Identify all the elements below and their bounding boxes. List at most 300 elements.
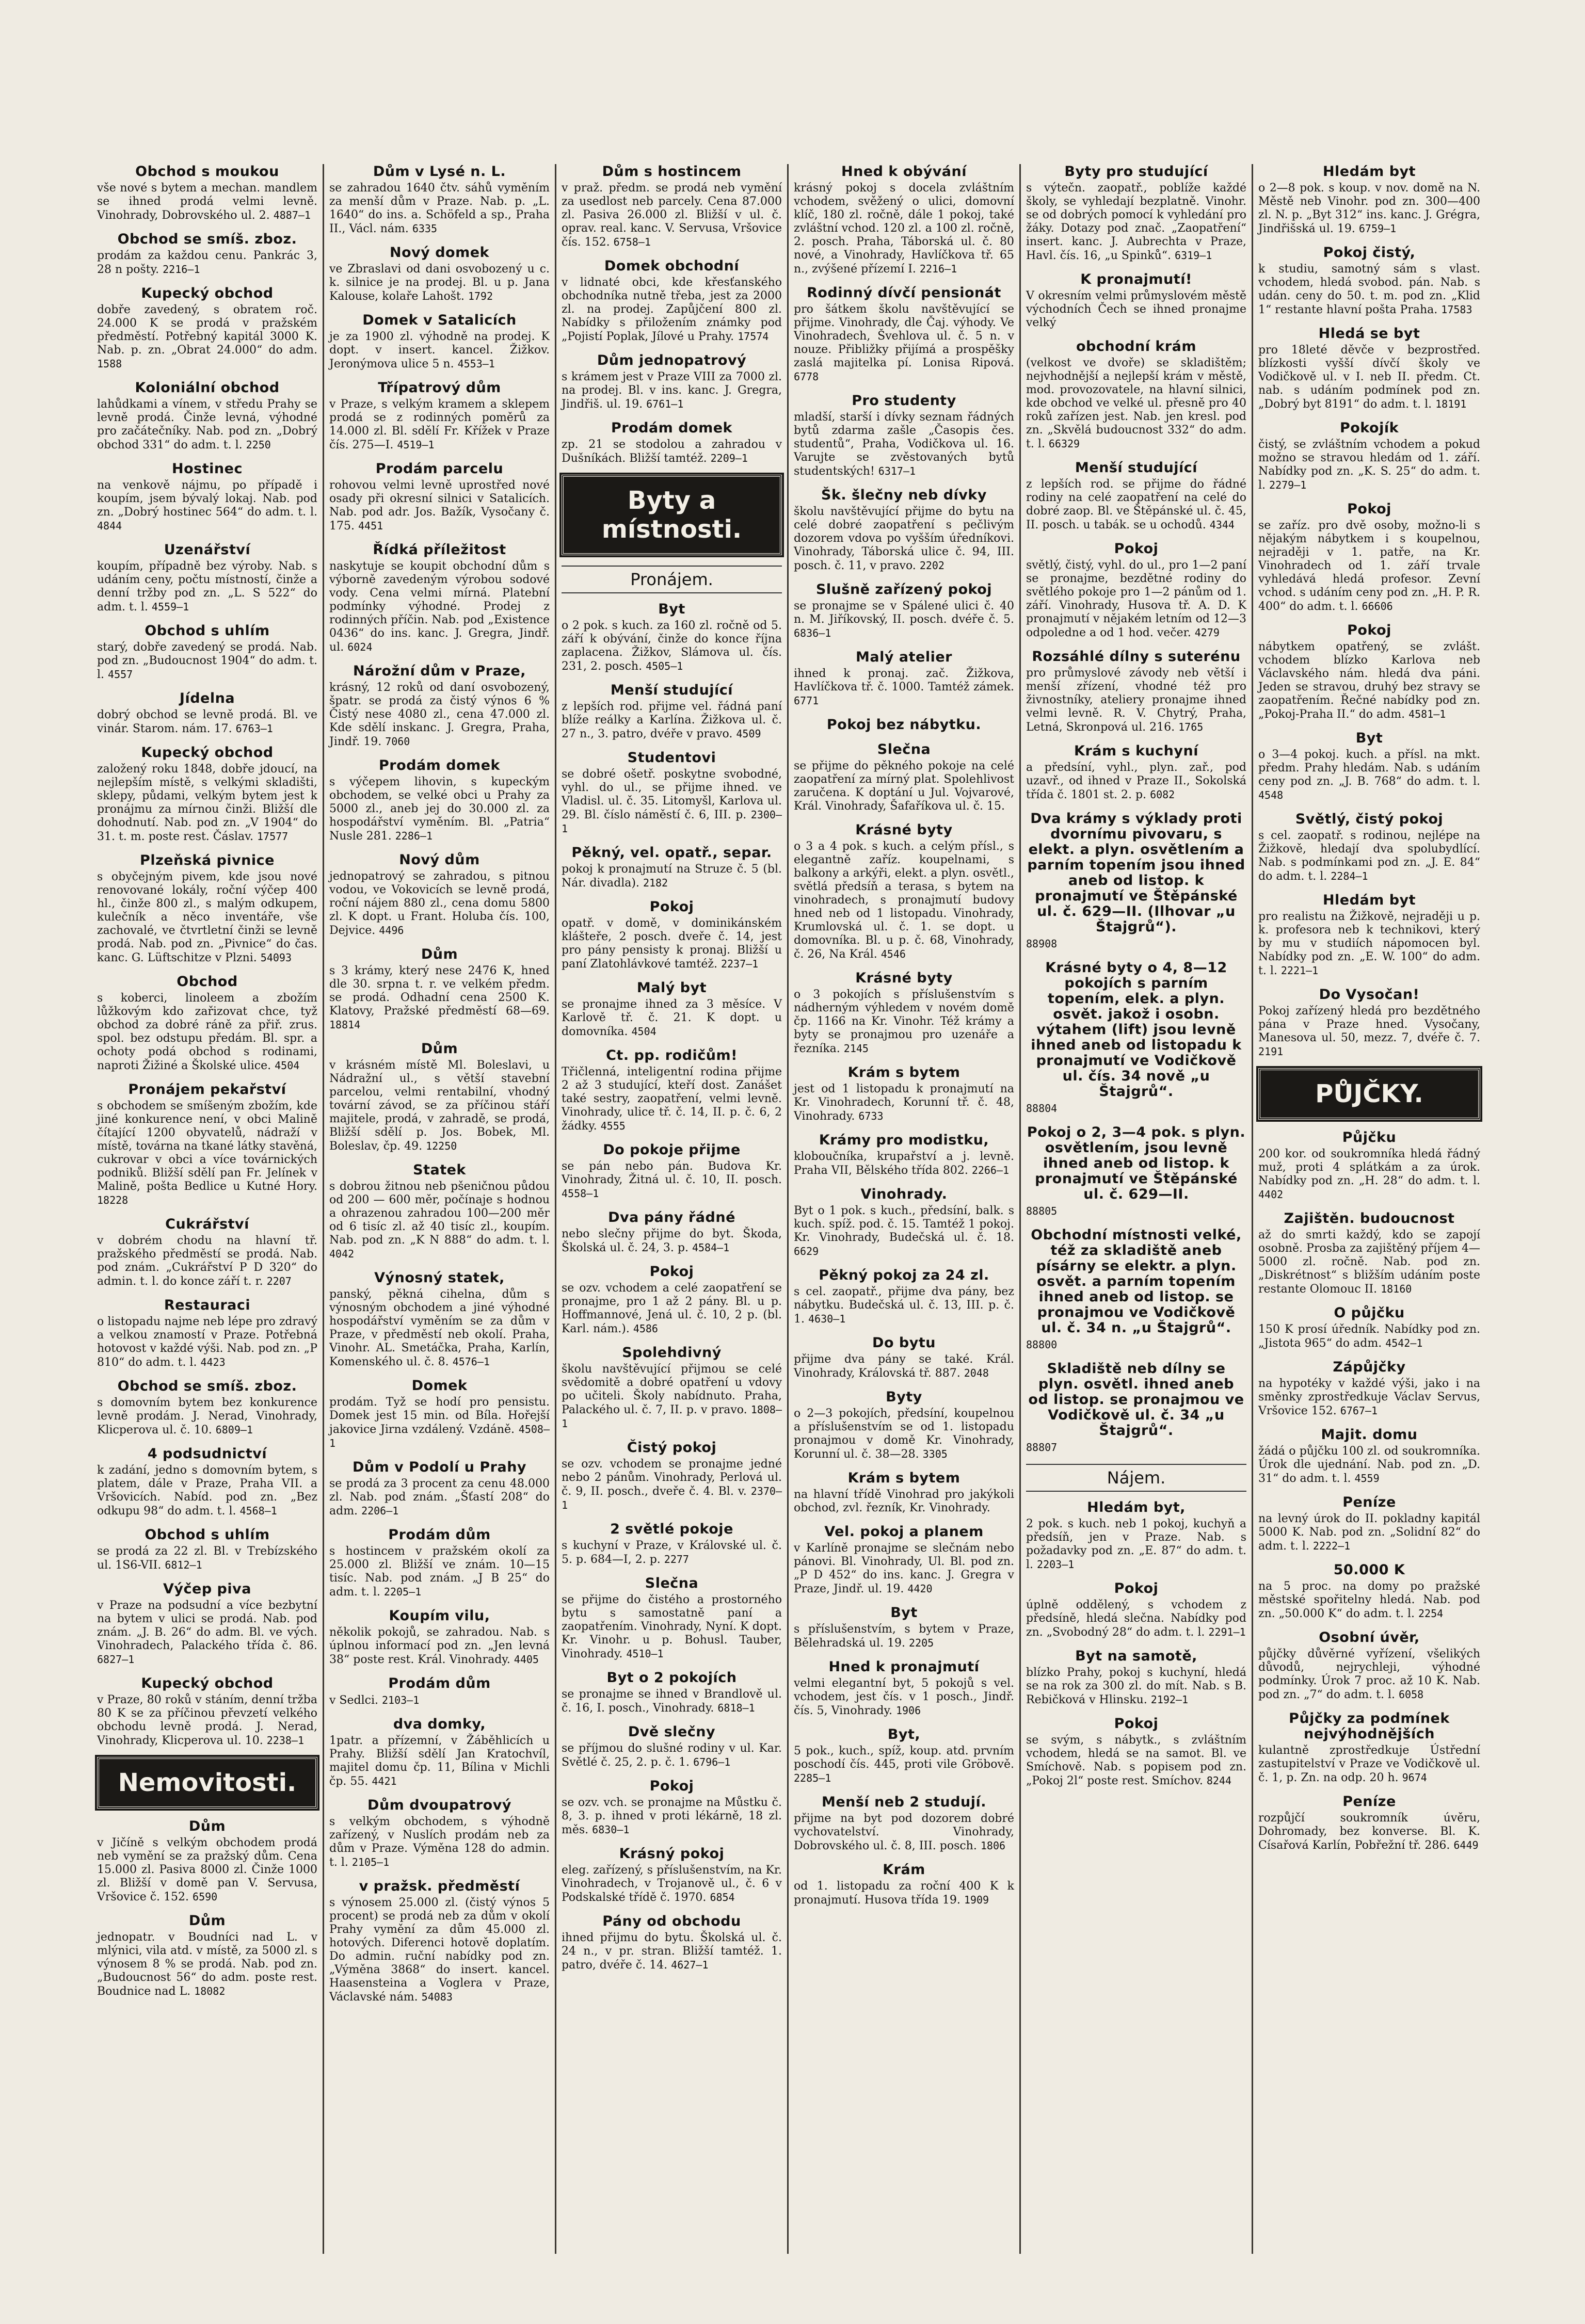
- ad-title: K pronajmutí!: [1080, 271, 1192, 287]
- classified-ad: [794, 1471, 1014, 1515]
- ad-code: 2238—1: [266, 1734, 304, 1747]
- ad-body: [97, 870, 317, 965]
- classified-ad: [562, 1846, 782, 1905]
- ad-code: 2300—1: [562, 809, 782, 835]
- ad-title: Dům: [421, 946, 458, 962]
- ad-code: 1806: [980, 1839, 1006, 1852]
- ad-text: (velkost ve dvoře) se skladištěm; nejvhodnější a nejlepší krám v městě, mod. provozovatele, na hlavní silnici, kde obchod ve velké ul. přesně pro 40 roků zařízen jest. Nab. jen kresl. pod zn. „Skvělá budoucnost 332“ do adm. t. l.: [1026, 357, 1246, 450]
- ad-code: 18082: [194, 1985, 226, 1997]
- ad-body: [1258, 263, 1480, 317]
- ad-title: Pěkný pokoj za 24 zl.: [819, 1267, 989, 1283]
- ad-body: [329, 1477, 550, 1518]
- classified-ad: [1026, 1500, 1246, 1572]
- ad-code: 6590: [193, 1891, 218, 1903]
- classified-ad: [1026, 164, 1246, 263]
- ad-title: Pokoj: [649, 899, 694, 915]
- ad-title: Slušně zařízený pokoj: [815, 582, 992, 598]
- ad-code: 66329: [1048, 438, 1080, 450]
- ad-title: Kupecký obchod: [141, 1675, 274, 1691]
- classified-ad: [562, 1779, 782, 1837]
- ad-code: 1906: [895, 1704, 921, 1717]
- ad-text: na hlavní třídě Vinohrad pro jakýkoli obchod, zvl. řezník, Kr. Vinohrady.: [794, 1488, 1014, 1514]
- column-3: [556, 164, 789, 2254]
- classified-ad: [1026, 1581, 1246, 1639]
- ad-text: Třičlenná, inteligentní rodina přijme 2 až 3 studující, kteří dost. Zanášet také sestry, zaopatření, velmi levně. Vinohrady, ulice tř. č. 14, II. p. č. 6, 2 žádky.: [562, 1066, 782, 1133]
- ad-text: ve Zbraslavi od dani osvobozený u c. k. silnice je na prodej. Bl. u p. Jana Kalouse, kolaře Lahošt.: [329, 263, 550, 303]
- ad-code: 6024: [347, 641, 373, 653]
- ad-body: [1258, 344, 1480, 411]
- ad-title: Hledám byt: [1322, 892, 1416, 908]
- ad-body: [1258, 182, 1480, 236]
- ad-code: 8244: [1206, 1774, 1232, 1787]
- ad-title: Světlý, čistý pokoj: [1295, 811, 1444, 827]
- ad-body: [329, 263, 550, 303]
- classified-ad: [329, 1798, 550, 1869]
- classified-ad: [1026, 649, 1246, 734]
- ad-title: Hledá se byt: [1318, 326, 1420, 342]
- ad-code: 4557: [108, 668, 133, 681]
- ad-body: [794, 1204, 1014, 1258]
- ad-title: Byt na samotě,: [1075, 1648, 1197, 1664]
- ad-body: [329, 330, 550, 371]
- ad-text: s příslušenstvím, s bytem v Praze, Bělehradská ul. 19.: [794, 1623, 1014, 1650]
- ad-code: 6796—1: [693, 1756, 731, 1768]
- classified-ad: [1258, 1427, 1480, 1486]
- ad-code: 4519—1: [397, 439, 435, 451]
- ad-body: [794, 1677, 1014, 1718]
- ad-body: [97, 182, 317, 222]
- ad-text: o 2 pok. s kuch. za 160 zl. ročně od 5. září k obývání, činže do konce října zaplacena. Žižkov, Slámova ul. čís. 231, 2. posch.: [562, 619, 782, 673]
- ad-title: Pokoj bez nábytku.: [826, 717, 982, 733]
- ad-body: [562, 1066, 782, 1133]
- ad-title: Skladiště neb dílny se plyn. osvětl. ihned aneb od listop. se pronajmou ve Vodičkově ul. č. 34 „u Štajgrů“.: [1028, 1361, 1244, 1439]
- ad-text: se prodá za 3 procent za cenu 48.000 zl. Nab. pod znám. „Šťastí 208“ do adm.: [329, 1477, 550, 1518]
- ad-body: [562, 438, 782, 465]
- ad-code: 2205—1: [383, 1586, 422, 1598]
- ad-body: [794, 1880, 1014, 1907]
- classified-ad: [329, 1041, 550, 1153]
- ad-code: 2250: [246, 439, 271, 451]
- ad-text: o 3 a 4 pok. s kuch. a celým přísl., s elegantně zaříz. koupelnami, s balkony a arkýři, elekt. a plyn. osvětl., světlá předsíň a terasa, s bytem na vinohradech, s pronajmutí budovy hned neb od 1 listopadu. Vinohrady, Krumlovská ul. č. 1. se dopt. u domovníka. Bl. u p. č. 68, Vinohrady, č. 26, Na Král.: [794, 840, 1014, 961]
- ad-text: školu navštěvující přijmou se celé svědomitě a dobré opatření u vdovy po učiteli. Školy nabídnuto. Praha, Palackého ul. č. 7, II. p. v pravo.: [562, 1363, 782, 1416]
- ad-text: rohovou velmi levně uprostřed nové osady při okresní silnici v Satalicích. Nab. pod adr. Jos. Bažík, Vysočany č. 175.: [329, 479, 550, 532]
- ad-title: 2 světlé pokoje: [610, 1521, 733, 1537]
- ad-body: [1258, 1377, 1480, 1418]
- ad-code: 4887—1: [273, 209, 311, 221]
- ad-code: 1765: [1178, 721, 1204, 733]
- ad-text: opatř. v domě, v dominikánském klášteře, 2 posch. dveře č. 14, jest pro pány pensisty k pronaj. Bližší u paní Zlatohlávkové tamtéž.: [562, 917, 782, 971]
- ad-text: panský, pěkná cihelna, dům s výnosným obchodem a jiné výhodné hospodářství vyměním se za dům v Praze, v předměstí neb okolí. Praha, Vinohr. AL. Smetáčka, Praha, Karlín, Komenského ul. č. 8.: [329, 1288, 550, 1368]
- ad-body: [562, 1228, 782, 1255]
- ad-code: 6836—1: [794, 627, 831, 639]
- ad-text: půjčky důvěrné vyřízení, všelikých důvodů, nejrychleji, výhodné podmínky. Úrok 7 proc. až 10 K. Nab. pod zn. „7“ do adm. t. l.: [1258, 1648, 1480, 1701]
- ad-title: Hledám byt,: [1087, 1499, 1186, 1515]
- ad-text: naskytuje se koupit obchodní dům s výborně zavedeným výrobou sodové vody. Cena velmi mírná. Platební podmínky výhodné. Prodej z rodinných příčin. Nab. pod „Existence 0436“ do ins. kanc. J. Gregra, Jindř. ul.: [329, 560, 550, 654]
- classified-ad: [329, 1378, 550, 1450]
- ad-text: jednopatrový se zahradou, s pitnou vodou, ve Vokovicích se levně prodá, roční nájem 880 zl., cena domu 5800 zl. K dopt. u Frant. Holuba čís. 100, Dejvice.: [329, 870, 550, 937]
- ad-code: 7060: [385, 735, 410, 748]
- ad-text: s kuchyní v Praze, v Královské ul. č. 5. p. 684—I, 2. p.: [562, 1539, 782, 1566]
- ad-text: starý, dobře zavedený se prodá. Nab. pod zn. „Budoucnost 1904“ do adm. t. l.: [97, 641, 317, 681]
- ad-body: [1026, 1599, 1246, 1639]
- classified-ad: [794, 488, 1014, 573]
- ad-body: [1258, 1148, 1480, 1202]
- ad-text: na hypotéky v každé výši, jako i na směnky zprostředkuje Václav Servus, Vršovice 152.: [1258, 1377, 1480, 1417]
- ad-code: 2103—1: [381, 1694, 420, 1706]
- ad-title: Dům v Lysé n. L.: [373, 164, 506, 180]
- column-5: [1021, 164, 1253, 2254]
- ad-body: [562, 1539, 782, 1567]
- ad-body: [1026, 478, 1246, 532]
- ad-title: Obchod se smíš. zboz.: [117, 231, 297, 247]
- ad-body: [562, 863, 782, 890]
- classified-ad: [562, 1724, 782, 1769]
- ad-title: Pěkný, vel. opatř., separ.: [571, 845, 772, 861]
- ad-body: [562, 700, 782, 741]
- ad-body: [97, 1315, 317, 1369]
- classified-ad: [1258, 893, 1480, 978]
- ad-code: 17583: [1441, 303, 1472, 316]
- ad-text: s výtečn. zaopatř., poblíže každé školy, se vyhledají bezplatně. Vinohr. se od dobrých pomocí k vyhledání pro žáky. Dotazy pod znač. „Zaopatření“ insert. kanc. J. Aubrechta v Praze, Havl. čís. 16, „u Spinků“.: [1026, 182, 1246, 262]
- classified-ad: [329, 542, 550, 654]
- ad-code: 4630—1: [808, 1313, 846, 1325]
- ad-text: na 5 proc. na domy po pražské městské spořitelny hledá. Nab. pod zn. „50.000 K“ do adm. t. l.: [1258, 1580, 1480, 1620]
- ad-code: 4279: [1194, 626, 1220, 639]
- classified-ad: [562, 1522, 782, 1567]
- classified-ad: [794, 822, 1014, 961]
- ad-body: [562, 276, 782, 344]
- ad-title: Pokoj: [649, 1778, 694, 1794]
- ad-body: [97, 1836, 317, 1904]
- ad-text: 2 pok. s kuch. neb 1 pokoj, kuchyň a předsíň, jen v Praze. Nab. s požadavky pod zn. „E. 87“ do adm. t. l.: [1026, 1518, 1246, 1571]
- classified-ad: [97, 853, 317, 965]
- classified-ad: [97, 1913, 317, 1998]
- ad-title: Statek: [413, 1162, 466, 1178]
- ad-text: pro 18leté děvče v bezprostřed. blízkosti vyšší dívčí školy ve Vodičkově ul. v I. neb II. předm. Ct. nab. s udáním podmínek pod zn. „Dobrý byt 8191“ do adm. t. l.: [1258, 344, 1480, 411]
- classified-ad: [562, 353, 782, 411]
- ad-title: 4 podsudnictví: [147, 1446, 267, 1462]
- ad-code: 4420: [907, 1583, 933, 1595]
- classified-ad: [329, 664, 550, 749]
- ad-text: koupím, případně bez výroby. Nab. s udáním ceny, počtu místností, činže a denní tržby pod zn. „L. S 522“ do adm. t. l.: [97, 560, 317, 614]
- ad-text: školu navštěvující přijme do bytu na celé dobré zaopatření s pečlivým dozorem vdova po vyšším úředníkovi. Vinohrady, Táborská ulice č. 94, III. posch. č. 11, v pravo.: [794, 505, 1014, 572]
- ad-text: rozpůjčí soukromník úvěru, Dohromady, bez konverse. Bl. K. Císařová Karlín, Pobřežní tř. 286.: [1258, 1812, 1480, 1852]
- ad-body: [794, 1488, 1014, 1515]
- ad-title: Byt o 2 pokojích: [606, 1670, 737, 1686]
- ad-text: s dobrou žitnou neb pšeničnou půdou od 200 — 600 měr, počínaje s hodnou a ohrazenou zahradou 100—200 měr od 6 tisíc zl. až 40 tisíc zl., koupím. Nab. pod zn. „K N 888“ do adm. t. l.: [329, 1180, 550, 1247]
- ad-title: Šk. šlečny neb dívky: [821, 487, 987, 503]
- classified-ad: [562, 602, 782, 673]
- ad-text: s výčepem lihovin, s kupeckým obchodem, se velké obci u Prahy za 5000 zl., aneb jej do 30.000 zl. za hospodářství vyměním. Bl. „Patria“ Nusle 281.: [329, 776, 550, 843]
- ad-code: 4553—1: [457, 358, 495, 370]
- ad-text: kloboučníka, krupařství a j. levně. Praha VII, Bělského třída 802.: [794, 1150, 1014, 1177]
- ad-text: v praž. předm. se prodá neb vymění za usedlost neb parcely. Cena 87.000 zl. Pasiva 26.000 zl. Bližší v ul. č. oprav. real. kanc. V. Servusa, Vršovice čís. 152.: [562, 182, 782, 249]
- ad-code: 4405: [514, 1653, 539, 1666]
- ad-body: [1026, 1518, 1246, 1572]
- ad-code: 2206—1: [361, 1505, 399, 1517]
- ad-body: [329, 1815, 550, 1869]
- ad-text: na levný úrok do II. pokladny kapitál 5000 K. Nab. pod zn. „Solidní 82“ do adm. t. l.: [1258, 1512, 1480, 1553]
- ad-text: s cel. zaopatř., přijme dva pány, bez nábytku. Budečská ul. č. 13, III. p. č. 1.: [794, 1285, 1014, 1326]
- ad-title: Pokojík: [1339, 420, 1399, 436]
- classified-ad: [1258, 1794, 1480, 1852]
- ad-title: Prodám dům: [388, 1527, 491, 1543]
- ad-body: [329, 1396, 550, 1450]
- ad-title: Kupecký obchod: [141, 745, 274, 761]
- ad-title: Pány od obchodu: [602, 1913, 741, 1929]
- classified-ad: [1026, 1361, 1246, 1455]
- ad-body: [97, 1464, 317, 1518]
- ad-title: Zajištěn. budoucnost: [1284, 1211, 1455, 1226]
- ad-body: [329, 681, 550, 749]
- classified-ad: [1026, 339, 1246, 451]
- ad-title: Menší studující: [1075, 460, 1198, 476]
- ad-code: 4542—1: [1385, 1337, 1423, 1349]
- ad-body: [329, 1693, 550, 1707]
- ad-title: Dům s hostincem: [602, 164, 742, 180]
- ad-body: [1258, 1005, 1480, 1059]
- ad-code: 3305: [922, 1448, 948, 1460]
- ad-text: se zaříz. pro dvě osoby, možno-li s nějakým nábytkem i s koupelnou, nejraději v 1. patře, na Kr. Vinohradech od 1. září trvale vyhledává hledá profesor. Zevní vchod. s udáním ceny pod zn. „H. P. R. 400“ do adm. t. l.: [1258, 519, 1480, 613]
- ad-title: Jídelna: [179, 690, 235, 706]
- classified-ad: [1258, 326, 1480, 411]
- ad-title: Pokoj o 2, 3—4 pok. s plyn. osvětlením, jsou levně ihned aneb od listop. k pronajmutí ve Štěpánské ul. č. 629—II.: [1027, 1124, 1246, 1202]
- classified-ad: [1026, 1125, 1246, 1218]
- ad-text: s 3 krámy, který nese 2476 K, hned dle 30. srpna t. r. ve velkém předm. se prodá. Odhadní cena 2500 K. Klatovy, Pražské předměstí 68—69.: [329, 964, 550, 1018]
- ad-body: [329, 1626, 550, 1667]
- ad-body: [97, 1545, 317, 1572]
- ad-text: v krásném místě Ml. Boleslavi, u Nádražní ul., s větší stavební parcelou, velmi rentabilní, vhodný tovární závod, se za příčinou stáří majitele, prodá, v zahradě, se prodá, Bližší sdělí p. Jos. Bobek, Ml. Boleslav, čp. 49.: [329, 1059, 550, 1153]
- ad-title: Obchod s uhlím: [145, 623, 270, 639]
- ad-text: s cel. zaopatř. s rodinou, nejlépe na Žižkově, hledají dva spolubydlící. Nab. s podmínkami pod zn. „J. E. 84“ do adm. t. l.: [1258, 829, 1480, 883]
- classified-ad: [794, 1187, 1014, 1258]
- ad-code: 6778: [794, 370, 819, 383]
- ad-code: 88807: [1026, 1441, 1058, 1454]
- ad-title: Nový domek: [389, 245, 490, 261]
- ad-body: [562, 1593, 782, 1661]
- ad-code: 6830—1: [592, 1823, 630, 1836]
- classified-ad: [794, 582, 1014, 640]
- ad-code: 4344: [1209, 519, 1235, 531]
- classified-ad: [329, 1270, 550, 1369]
- ad-text: lahůdkami a vínem, v středu Prahy se levně prodá. Činže levná, výhodné pro začátečníky. Nab. pod zn. „Dobrý obchod 331“ do adm. t. l.: [97, 398, 317, 451]
- ad-body: [794, 1285, 1014, 1326]
- ad-text: na venkově nájmu, po případě i koupím, jsem bývalý lokaj. Nab. pod zn. „Dobrý hostinec 564“ do adm. t. l.: [97, 479, 317, 519]
- ad-text: s výnosem 25.000 zl. (čistý výnos 5 procent) se prodá neb za dům v okolí Prahy vymění za dům 45.000 zl. hotových. Diferenci hotově doplatím. Do admin. ruční nabídky pod zn. „Výměna 3868“ do insert. kancel. Haasensteina a Voglera v Praze, Václavské nám.: [329, 1896, 550, 2004]
- ad-code: 6767—1: [1340, 1405, 1378, 1417]
- ad-text: v Praze, s velkým kramem a sklepem prodá se z rodinných poměrů za 14.000 zl. Bl. sdělí Fr. Křížek v Praze čís. 275—I.: [329, 398, 550, 451]
- classified-ad: [562, 164, 782, 249]
- ad-title: Cukrářství: [165, 1216, 249, 1232]
- ad-body: [97, 1396, 317, 1437]
- ad-code: 2291—1: [1208, 1626, 1246, 1638]
- ad-text: pro průmyslové závody neb větší i menší zřízení, vhodné též pro živnostníky, ateliery pronajme ihned velmi levně. R. V. Chytrý, Praha, Letná, Skronpová ul. 216.: [1026, 667, 1246, 734]
- ad-text: nábytkem opatřený, se zvlášt. vchodem blízko Karlova neb Václavského nám. hledá dva páni. Jeden se stravou, druhý bez stravy se zaopatřením. Řečné nabídky pod zn. „Pokoj-Praha II.“ do adm.: [1258, 640, 1480, 721]
- ad-code: 12250: [426, 1140, 457, 1152]
- ad-title: Obchod se smíš. zboz.: [117, 1378, 297, 1394]
- ad-text: s domovním bytem bez konkurence levně prodám. J. Nerad, Vinohrady, Klicperova ul. č. 10.: [97, 1396, 317, 1437]
- ad-title: Řídká příležitost: [373, 542, 506, 558]
- classified-ad: [329, 1163, 550, 1261]
- ad-body: [1026, 357, 1246, 451]
- ad-code: 4559: [1354, 1472, 1380, 1484]
- ad-title: Pokoj: [1114, 1580, 1159, 1596]
- classified-ad: [97, 542, 317, 614]
- ad-body: [794, 182, 1014, 276]
- classified-ad: [329, 1879, 550, 2004]
- ad-body: [1026, 1204, 1246, 1218]
- ad-title: Krám s bytem: [847, 1470, 960, 1486]
- ad-title: Dům v Podolí u Prahy: [352, 1459, 527, 1475]
- ad-code: 1808—1: [562, 1403, 782, 1430]
- ad-text: v Praze na podsudní a více bezbytní na bytem v ulici se prodá. Nab. pod znám. „J. B. 26“ do adm. Bl. ve vých. Vinohradech, Palackého třída č. 86.: [97, 1599, 317, 1652]
- classified-ad: [1258, 1305, 1480, 1350]
- ad-body: [97, 1599, 317, 1667]
- column-1: [92, 164, 324, 2254]
- ad-body: [97, 398, 317, 452]
- classified-ad: [1258, 421, 1480, 492]
- ad-body: [329, 776, 550, 843]
- ad-text: mladší, starší i dívky seznam řádných bytů zdarma zašle „Časopis čes. studentů“, Praha, Vodičkova ul. 16. Varujte se zvěstovaných bytů studentských!: [794, 411, 1014, 478]
- classified-ad: [562, 1576, 782, 1661]
- classified-ad: [794, 1605, 1014, 1650]
- ad-body: [1026, 1338, 1246, 1352]
- ad-body: [794, 760, 1014, 813]
- ad-code: 6319—1: [1175, 249, 1212, 262]
- ad-code: 4627—1: [671, 1959, 709, 1971]
- ad-body: [794, 667, 1014, 708]
- ad-title: Dům: [421, 1041, 458, 1057]
- ad-body: [1026, 937, 1246, 951]
- classified-ad: [329, 461, 550, 533]
- ad-text: kulantně zprostředkuje Ústřední zastupitelství v Praze ve Vodičkově ul. č. 1, p. Zn. na odp. 20 h.: [1258, 1744, 1480, 1784]
- ad-text: pokoj k pronajmutí na Struze č. 5 (bl. Nár. divadla).: [562, 863, 782, 890]
- ad-title: Zápůjčky: [1333, 1359, 1406, 1375]
- ad-body: [1258, 829, 1480, 883]
- ad-code: 4546: [880, 948, 906, 960]
- ad-body: [329, 398, 550, 452]
- ad-title: Spolehdivný: [622, 1345, 722, 1361]
- ad-code: 4586: [633, 1322, 658, 1335]
- ad-text: se pronajme se ihned v Brandlově ul. č. 16, I. posch., Vinohrady.: [562, 1688, 782, 1715]
- ad-text: se pronajme se v Spálené ulici č. 40 n. M. Jiříkovský, II. posch. dvéře č. 5.: [794, 600, 1014, 626]
- ad-code: 2105—1: [351, 1856, 390, 1868]
- ad-title: Dům: [188, 1818, 226, 1834]
- ad-text: založený roku 1848, dobře jdoucí, na nejlepším místě, s velkými skladišti, sklepy, půdami, velkým bytem jest k pronájmu za mírnou činži. Bližší dle dohodnutí. Nab. pod zn. „V 1904“ do 31. t. m. poste rest. Čáslav.: [97, 763, 317, 843]
- ad-code: 2254: [1418, 1607, 1444, 1620]
- ad-title: Krásné byty: [855, 970, 953, 986]
- ad-body: [794, 600, 1014, 640]
- ad-code: 2209—1: [710, 452, 748, 464]
- ad-body: [562, 768, 782, 836]
- ad-text: od 1. listopadu za roční 400 K k pronajmutí. Husova třída 19.: [794, 1880, 1014, 1907]
- ad-body: [329, 1180, 550, 1261]
- ad-body: [1026, 1102, 1246, 1116]
- classified-ad: [562, 750, 782, 836]
- ad-text: světlý, čistý, vyhl. do ul., pro 1—2 paní se pronajme, bezdětné rodiny do světlého pokoje pro 1—2 pánům od 1. září. Vinohrady, Husova tř. A. D. K pronajmutí v nějakém letním od 12—3 odpoledne a od 1 hod. večer.: [1026, 559, 1246, 639]
- ad-body: [562, 1864, 782, 1905]
- ad-title: dva domky,: [393, 1716, 486, 1732]
- ad-text: je za 1900 zl. výhodně na prodej. K dopt. v insert. kancel. Žižkov. Jeronýmova ulice 5 n.: [329, 330, 550, 370]
- ad-title: Studentovi: [627, 750, 716, 766]
- ad-title: Obchod s uhlím: [145, 1527, 270, 1543]
- classified-ad: [1258, 164, 1480, 236]
- ad-title: Byty pro studující: [1064, 164, 1208, 180]
- ad-text: se ozv. vchodem se pronajme jedné nebo 2 pánům. Vinohrady, Perlová ul. č. 9, II. posch., dveře č. 4. Bl. v.: [562, 1458, 782, 1498]
- ad-text: ihned přijmu do bytu. Školská ul. č. 24 n., v pr. stran. Bližší tamtéž. 1. patro, dvéře č. 14.: [562, 1931, 782, 1972]
- ad-body: [97, 1234, 317, 1288]
- ad-code: 4505—1: [646, 660, 683, 672]
- ad-title: Koupím vilu,: [389, 1608, 490, 1624]
- ad-body: [329, 1288, 550, 1369]
- ad-title: O půjčku: [1334, 1305, 1405, 1321]
- column-2: [324, 164, 556, 2254]
- classified-ad: [1026, 272, 1246, 330]
- classified-ad: [97, 1379, 317, 1437]
- ad-text: s velkým obchodem, s výhodně zařízený, v Nuslích prodám neb za dům v Praze. Výměna 128 do admin. t. l.: [329, 1815, 550, 1869]
- classified-ad: [1258, 245, 1480, 317]
- ad-title: Byt: [658, 601, 685, 617]
- ad-body: [562, 1458, 782, 1512]
- ad-code: 4844: [97, 520, 122, 532]
- section-banner: Nemovitosti.: [97, 1757, 317, 1809]
- ad-text: eleg. zařízený, s příslušenstvím, na Kr. Vinohradech, v Trojanově ul., č. 6 v Podskalské třídě č. 1970.: [562, 1864, 782, 1904]
- classified-ad: [97, 745, 317, 844]
- classified-ad: [794, 971, 1014, 1056]
- ad-text: zp. 21 se stodolou a zahradou v Dušníkách. Bližší tamtéž.: [562, 438, 782, 465]
- ad-code: 1588: [97, 358, 122, 370]
- ad-text: Pokoj zařízený hledá pro bezdětného pána v Praze hned. Vysočany, Manesova ul. 50, mezz. 7, dvéře č. 7.: [1258, 1005, 1480, 1044]
- ad-title: Výčep piva: [163, 1581, 251, 1597]
- ad-code: 88800: [1026, 1338, 1058, 1351]
- ad-title: Pokoj čistý,: [1323, 245, 1416, 261]
- ad-text: v Sedlci.: [329, 1694, 378, 1707]
- ad-body: [329, 1734, 550, 1788]
- ad-text: se prodá za 22 zl. Bl. v Trebízského ul. 1S6-VII.: [97, 1545, 317, 1572]
- ad-body: [1258, 1812, 1480, 1852]
- ad-body: [1258, 1744, 1480, 1785]
- ad-code: 6812—1: [165, 1559, 202, 1571]
- ad-body: [562, 1688, 782, 1715]
- ad-body: [1258, 640, 1480, 721]
- ad-code: 9674: [1402, 1771, 1427, 1784]
- ad-body: [97, 763, 317, 844]
- ad-title: Půjčky za podmínek nejvýhodnějších: [1289, 1710, 1450, 1742]
- ad-code: 2286—1: [395, 830, 433, 842]
- ad-text: a předsíní, vyhl., plyn. zař., pod uzavř., od ihned v Praze II., Sokolská třída č. 1801 st. 2. p.: [1026, 761, 1246, 801]
- classified-ad: [97, 1581, 317, 1667]
- classified-ad: [97, 691, 317, 736]
- classified-ad: [794, 742, 1014, 813]
- ad-code: 4509: [736, 728, 761, 740]
- ad-text: s obyčejným pivem, kde jsou nové renovované lokály, roční výčep 400 hl., činže 800 zl., s malým odkupem, kulečník a něco inventáře, vše zachovalé, ve čtvrtletní činži se levně prodá. Nab. pod zn. „Pivnice“ do čas. kanc. G. Lüftschitze v Plzni.: [97, 870, 317, 964]
- ad-title: Obchod: [177, 974, 238, 990]
- ad-body: [97, 303, 317, 371]
- ad-body: [562, 619, 782, 673]
- ad-title: Plzeňská pivnice: [140, 852, 275, 868]
- ad-text: úplně oddělený, s vchodem z předsíně, hledá slečna. Nabídky pod zn. „Svobodný 28“ do adm. t. l.: [1026, 1599, 1246, 1639]
- ad-title: Slečna: [645, 1575, 699, 1591]
- ad-text: dobrý obchod se levně prodá. Bl. ve vinár. Starom. nám. 17.: [97, 708, 317, 735]
- ad-body: [794, 411, 1014, 478]
- ad-title: Krám s bytem: [847, 1064, 960, 1080]
- ad-code: 6761—1: [646, 398, 684, 410]
- classified-ad: [1258, 502, 1480, 614]
- ad-code: 6449: [1453, 1839, 1479, 1851]
- classified-ad: [794, 285, 1014, 384]
- ad-title: Prodám dům: [388, 1675, 491, 1691]
- ad-text: prodám za každou cenu. Pankrác 3, 28 n pošty.: [97, 249, 317, 276]
